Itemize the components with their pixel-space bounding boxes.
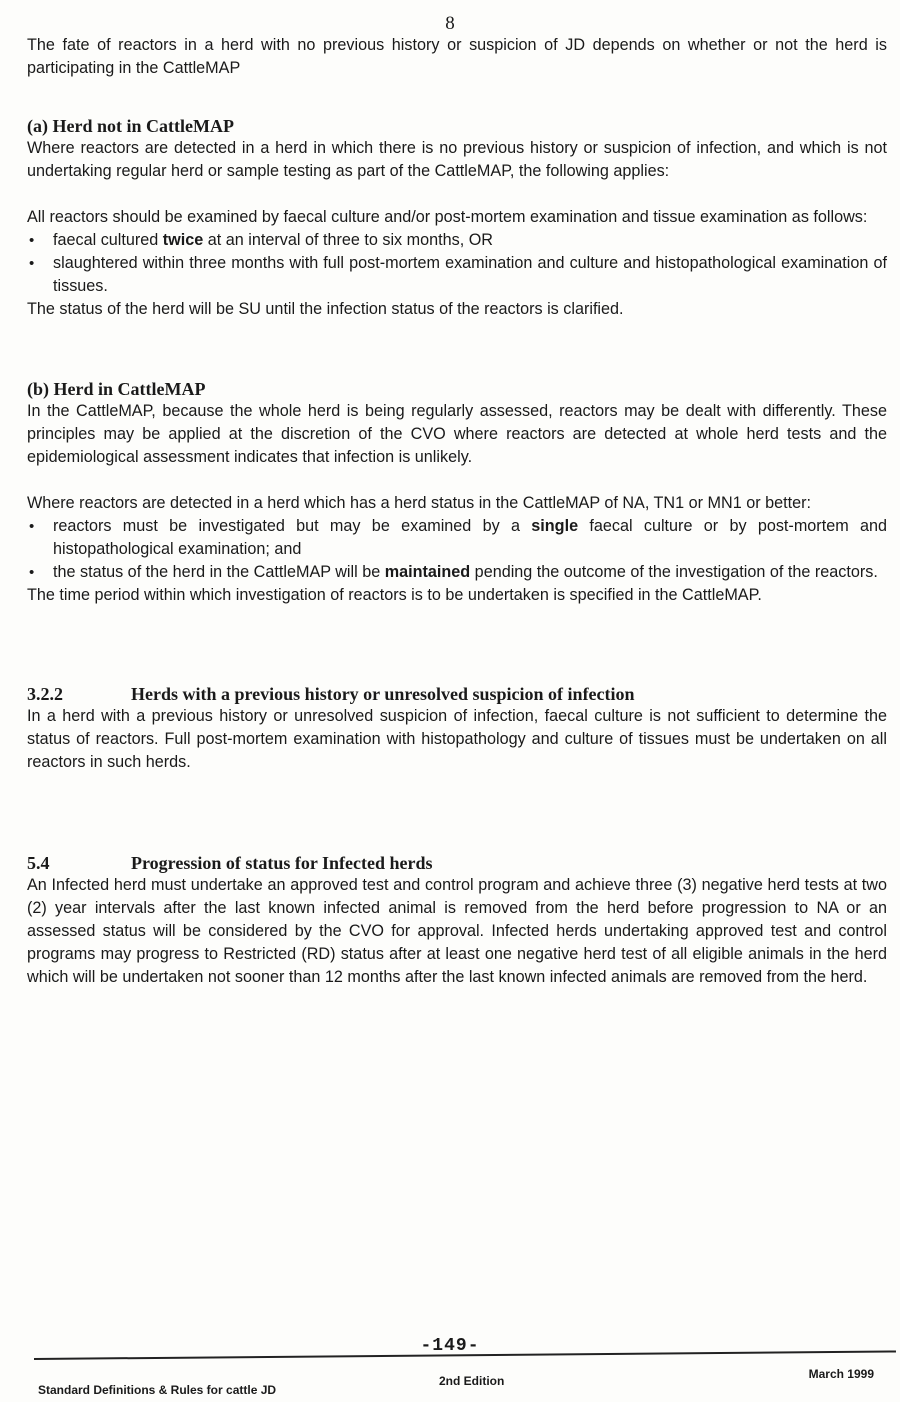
section-3-2-2-body: In a herd with a previous history or unresolved suspicion of infection, faecal culture is not sufficient to determine the status of reactors. Full post-mortem examination with histopathology and culture of tissues must be undertaken on all reactors in such herds. xyxy=(27,707,887,771)
section-a-para1: Where reactors are detected in a herd in which there is no previous history or suspicion of infection, and which is not undertaking regular herd or sample testing as part of the CattleMAP, the following applies: xyxy=(27,139,887,180)
page-number: 8 xyxy=(445,13,455,34)
footer xyxy=(34,1366,874,1396)
list-item: • slaughtered within three months with full post-mortem examination and culture and histopathological examination of tissues. xyxy=(27,252,887,298)
footer-date: March 1999 xyxy=(808,1367,874,1381)
section-title: Herds with a previous history or unresolved suspicion of infection xyxy=(131,684,635,704)
section-3-2-2 xyxy=(27,683,887,774)
section-a-list xyxy=(27,229,887,298)
section-title: Progression of status for Infected herds xyxy=(131,853,433,873)
list-item: • reactors must be investigated but may be examined by a single faecal culture or by post-mortem and histopathological examination; and xyxy=(27,515,887,561)
section-b-para2: Where reactors are detected in a herd which has a herd status in the CattleMAP of NA, TN1 or MN1 or better: xyxy=(27,494,811,512)
intro-paragraph xyxy=(27,34,887,80)
section-3-2-2-heading xyxy=(27,683,887,705)
intro-text: The fate of reactors in a herd with no previous history or suspicion of JD depends on whether or not the herd is participating in the CattleMAP xyxy=(27,36,887,77)
section-b-para1: In the CattleMAP, because the whole herd is being regularly assessed, reactors may be dealt with differently. These principles may be applied at the discretion of the CVO where reactors are detected at whole herd tests and the epidemiological assessment indicates that infection is unlikely. xyxy=(27,402,887,466)
section-a xyxy=(27,115,887,321)
section-5-4-heading xyxy=(27,852,887,874)
section-b-heading: (b) Herd in CattleMAP xyxy=(27,379,206,399)
footer-page-label: -149- xyxy=(420,1336,480,1356)
section-a-closing: The status of the herd will be SU until the infection status of the reactors is clarified. xyxy=(27,300,624,318)
section-5-4-body: An Infected herd must undertake an approved test and control program and achieve three (3) negative herd tests at two (2) year intervals after the last known infected animal is removed from the herd before progression to NA or an assessed status will be considered by the CVO for approval. Infected herds undertaking approved test and control programs may progress to Restricted (RD) status after at least one negative herd test of all eligible animals in the herd which will be undertaken not sooner than 12 months after the last known infected animals are removed from the herd. xyxy=(27,876,887,986)
section-5-4 xyxy=(27,852,887,989)
footer-left-text: Standard Definitions & Rules for cattle JD xyxy=(38,1383,277,1397)
section-number: 3.2.2 xyxy=(27,684,63,704)
section-b xyxy=(27,378,887,607)
section-b-closing: The time period within which investigation of reactors is to be undertaken is specified in the CattleMAP. xyxy=(27,586,762,604)
footer-edition: 2nd Edition xyxy=(439,1374,505,1388)
section-number: 5.4 xyxy=(27,853,50,873)
section-a-heading: (a) Herd not in CattleMAP xyxy=(27,116,234,136)
list-item: • faecal cultured twice at an interval of three to six months, OR xyxy=(27,229,887,252)
section-a-para2: All reactors should be examined by faecal culture and/or post-mortem examination and tissue examination as follows: xyxy=(27,208,868,226)
section-b-list xyxy=(27,515,887,584)
list-item: • the status of the herd in the CattleMAP will be maintained pending the outcome of the investigation of the reactors. xyxy=(27,561,887,584)
